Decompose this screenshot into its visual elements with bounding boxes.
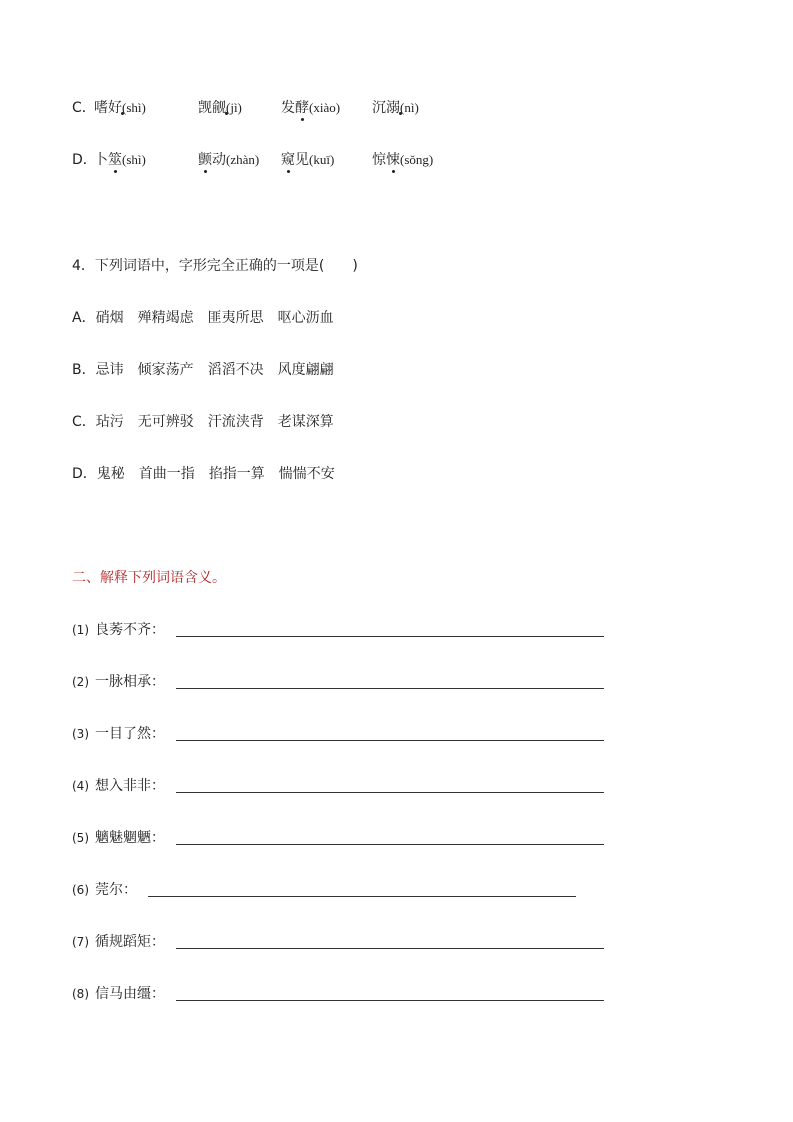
word: 殚精竭虑 [137,310,194,326]
definition-label: (2) 一脉相承： [72,674,165,690]
answer-blank[interactable] [176,792,604,793]
word: 匪夷所思 [207,310,264,326]
q4-option-c [72,412,348,432]
option-letter: C． [72,414,96,430]
option-letter: D． [72,152,97,168]
answer-blank[interactable] [176,688,604,689]
option-letter: A． [72,310,96,326]
definition-item-1 [72,620,612,640]
pinyin-item: 卜筮(shì) [94,152,146,168]
q4-option-d [72,464,349,484]
definition-label: (4) 想入非非： [72,778,165,794]
answer-blank[interactable] [176,1000,604,1001]
definition-item-2 [72,672,612,692]
q4-option-b [72,360,348,380]
answer-blank[interactable] [176,844,604,845]
definition-label: (8) 信马由缰： [72,986,165,1002]
pinyin-item: 发酵(xiào) [281,100,341,116]
word: 惴惴不安 [278,466,335,482]
answer-blank[interactable] [176,636,604,637]
pinyin-item: 颤动(zhàn) [198,152,260,168]
word: 呕心沥血 [277,310,334,326]
option-letter: B． [72,362,96,378]
definition-label: (6) 莞尔： [72,882,137,898]
definition-item-6 [72,880,612,900]
option-letter: D． [72,466,97,482]
definition-label: (7) 循规蹈矩： [72,934,165,950]
q4-option-a [72,308,348,328]
section-title: 二、解释下列词语含义。 [72,570,226,586]
pinyin-item: 惊悚(sǒng) [372,152,434,168]
definition-item-8 [72,984,612,1004]
word: 鬼秘 [96,466,125,482]
pinyin-item: 沉溺(nì) [372,100,419,116]
word: 忌讳 [95,362,124,378]
word: 滔滔不决 [207,362,264,378]
word: 老谋深算 [277,414,334,430]
word: 硝烟 [95,310,124,326]
q3-option-d [72,150,472,170]
answer-blank[interactable] [176,740,604,741]
word: 无可辨驳 [137,414,194,430]
definition-label: (1) 良莠不齐： [72,622,165,638]
definition-label: (3) 一目了然： [72,726,165,742]
word: 玷污 [95,414,124,430]
pinyin-item: 窥见(kuī) [281,152,335,168]
definition-item-7 [72,932,612,952]
answer-blank[interactable] [176,948,604,949]
word: 汗流浃背 [207,414,264,430]
definition-item-4 [72,776,612,796]
definition-label: (5) 魑魅魍魉： [72,830,165,846]
definition-item-5 [72,828,612,848]
option-letter: C． [72,100,96,116]
word: 首曲一指 [138,466,195,482]
word: 风度翩翩 [277,362,334,378]
word: 掐指一算 [208,466,265,482]
pinyin-item: 嗜好(shì) [94,100,146,116]
q3-option-c [72,98,472,118]
answer-blank[interactable] [148,896,576,897]
word: 倾家荡产 [137,362,194,378]
q4-stem: 4．下列词语中，字形完全正确的一项是( ) [72,258,358,274]
pinyin-item: 觊觎(jì) [198,100,242,116]
definition-item-3 [72,724,612,744]
